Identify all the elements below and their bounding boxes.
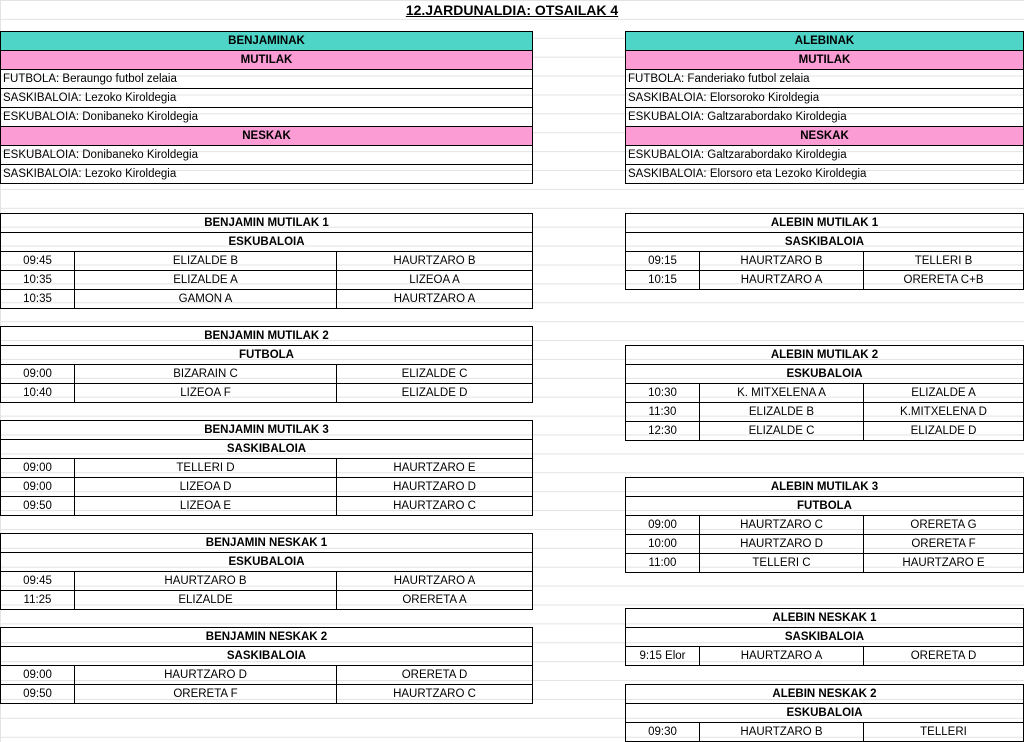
away-team: HAURTZARO A <box>336 572 532 590</box>
away-team: TELLERI B <box>863 252 1023 270</box>
home-team: HAURTZARO A <box>699 271 863 289</box>
away-team: HAURTZARO A <box>336 290 532 308</box>
venue-text: FUTBOLA: Fanderiako futbol zelaia <box>628 73 810 85</box>
gender-label: NESKAK <box>1 127 532 145</box>
away-team: LIZEOA A <box>336 271 532 289</box>
group-title: ALEBIN NESKAK 2 <box>772 688 877 700</box>
match-row <box>0 685 533 704</box>
home-team: HAURTZARO A <box>699 647 863 665</box>
match-row <box>0 365 533 384</box>
home-team: ELIZALDE B <box>699 403 863 421</box>
match-row <box>0 271 533 290</box>
match-group <box>625 477 1024 573</box>
venue-text: FUTBOLA: Beraungo futbol zelaia <box>3 73 177 85</box>
venue-row <box>625 70 1024 89</box>
venue-text: ESKUBALOIA: Donibaneko Kiroldegia <box>3 111 198 123</box>
away-team: K.MITXELENA D <box>863 403 1023 421</box>
group-title: BENJAMIN NESKAK 1 <box>205 537 328 549</box>
away-team: ELIZALDE C <box>336 365 532 383</box>
header-row <box>0 31 533 51</box>
group-title: ALEBIN MUTILAK 3 <box>770 481 879 493</box>
home-team: HAURTZARO B <box>699 252 863 270</box>
match-time: 10:35 <box>23 274 52 286</box>
match-row <box>625 647 1024 666</box>
venue-row <box>625 146 1024 165</box>
group-title: BENJAMIN MUTILAK 3 <box>204 424 329 436</box>
match-time: 10:15 <box>648 274 677 286</box>
match-time: 09:00 <box>23 481 52 493</box>
match-time: 10:30 <box>648 387 677 399</box>
match-row <box>0 497 533 516</box>
sport-label: FUTBOLA <box>797 500 852 512</box>
group-title: ALEBIN MUTILAK 2 <box>770 349 879 361</box>
match-group <box>0 627 533 704</box>
venue-text: ESKUBALOIA: Galtzarabordako Kiroldegia <box>628 149 847 161</box>
sport-label: ESKUBALOIA <box>786 368 863 380</box>
away-team: ORERETA A <box>336 591 532 609</box>
home-team: TELLERI D <box>74 459 336 477</box>
match-row <box>0 572 533 591</box>
home-team: K. MITXELENA A <box>699 384 863 402</box>
match-row <box>625 403 1024 422</box>
gender-label: MUTILAK <box>626 51 1023 69</box>
away-team: HAURTZARO D <box>336 478 532 496</box>
home-team: LIZEOA E <box>74 497 336 515</box>
away-team: ORERETA C+B <box>863 271 1023 289</box>
home-team: BIZARAIN C <box>74 365 336 383</box>
match-group <box>0 420 533 516</box>
venue-row <box>0 89 533 108</box>
group-title: ALEBIN MUTILAK 1 <box>770 217 879 229</box>
header-row <box>625 31 1024 51</box>
sport-label: ESKUBALOIA <box>228 236 305 248</box>
match-time: 11:25 <box>23 594 52 606</box>
benjaminak-venues <box>0 31 533 184</box>
section-header: BENJAMINAK <box>1 32 532 50</box>
venue-text: SASKIBALOIA: Lezoko Kiroldegia <box>3 168 177 180</box>
venue-row <box>0 108 533 127</box>
venue-row <box>0 165 533 184</box>
match-row <box>0 459 533 478</box>
alebinak-venues <box>625 31 1024 184</box>
match-group <box>625 684 1024 742</box>
match-group <box>0 326 533 403</box>
away-team: ELIZALDE D <box>336 384 532 402</box>
match-group <box>625 213 1024 290</box>
match-time: 09:00 <box>648 519 677 531</box>
home-team: HAURTZARO B <box>74 572 336 590</box>
match-time: 09:45 <box>23 575 52 587</box>
match-row <box>625 422 1024 441</box>
subheader-row <box>625 51 1024 70</box>
match-row <box>0 591 533 610</box>
match-time: 09:50 <box>23 688 52 700</box>
group-title: BENJAMIN MUTILAK 2 <box>204 330 329 342</box>
sport-label: ESKUBALOIA <box>786 707 863 719</box>
match-row <box>0 252 533 271</box>
home-team: LIZEOA D <box>74 478 336 496</box>
home-team: HAURTZARO C <box>699 516 863 534</box>
match-group <box>0 533 533 610</box>
home-team: TELLERI C <box>699 554 863 572</box>
match-row <box>625 535 1024 554</box>
group-title: BENJAMIN NESKAK 2 <box>205 631 328 643</box>
home-team: ORERETA F <box>74 685 336 703</box>
subheader-row <box>0 127 533 146</box>
match-time: 09:30 <box>648 726 677 738</box>
match-time: 9:15 Elor <box>639 650 686 662</box>
match-row <box>625 554 1024 573</box>
match-time: 09:00 <box>23 368 52 380</box>
subheader-row <box>625 127 1024 146</box>
venue-text: SASKIBALOIA: Elorsoroko Kiroldegia <box>628 92 820 104</box>
sport-label: SASKIBALOIA <box>784 236 865 248</box>
gender-label: NESKAK <box>626 127 1023 145</box>
match-time: 09:45 <box>23 255 52 267</box>
match-row <box>625 384 1024 403</box>
sport-label: ESKUBALOIA <box>228 556 305 568</box>
away-team: HAURTZARO E <box>336 459 532 477</box>
away-team: TELLERI <box>863 723 1023 741</box>
match-row <box>625 271 1024 290</box>
match-time: 11:00 <box>648 557 677 569</box>
gender-label: MUTILAK <box>1 51 532 69</box>
away-team: ORERETA G <box>863 516 1023 534</box>
home-team: HAURTZARO B <box>699 723 863 741</box>
subheader-row <box>0 51 533 70</box>
away-team: HAURTZARO B <box>336 252 532 270</box>
sport-label: SASKIBALOIA <box>226 650 307 662</box>
match-time: 09:50 <box>23 500 52 512</box>
match-time: 10:00 <box>648 538 677 550</box>
venue-row <box>0 70 533 89</box>
home-team: HAURTZARO D <box>699 535 863 553</box>
match-row <box>0 666 533 685</box>
venue-text: ESKUBALOIA: Galtzarabordako Kiroldegia <box>628 111 847 123</box>
away-team: ORERETA D <box>336 666 532 684</box>
match-time: 09:00 <box>23 462 52 474</box>
home-team: ELIZALDE <box>74 591 336 609</box>
away-team: HAURTZARO C <box>336 497 532 515</box>
group-title: BENJAMIN MUTILAK 1 <box>204 217 329 229</box>
sport-label: SASKIBALOIA <box>784 631 865 643</box>
venue-row <box>625 89 1024 108</box>
sport-label: FUTBOLA <box>239 349 294 361</box>
away-team: HAURTZARO C <box>336 685 532 703</box>
venue-row <box>625 165 1024 184</box>
match-row <box>0 290 533 309</box>
section-header: ALEBINAK <box>626 32 1023 50</box>
home-team: ELIZALDE C <box>699 422 863 440</box>
match-group <box>0 213 533 309</box>
match-time: 11:30 <box>648 406 677 418</box>
venue-row <box>0 146 533 165</box>
venue-text: SASKIBALOIA: Lezoko Kiroldegia <box>3 92 177 104</box>
page-title: 12.JARDUNALDIA: OTSAILAK 4 <box>405 2 619 18</box>
venue-text: ESKUBALOIA: Donibaneko Kiroldegia <box>3 149 198 161</box>
away-team: HAURTZARO E <box>863 554 1023 572</box>
match-row <box>0 478 533 497</box>
match-time: 12:30 <box>648 425 677 437</box>
match-row <box>0 384 533 403</box>
home-team: ELIZALDE B <box>74 252 336 270</box>
match-row <box>625 252 1024 271</box>
venue-row <box>625 108 1024 127</box>
home-team: ELIZALDE A <box>74 271 336 289</box>
away-team: ORERETA F <box>863 535 1023 553</box>
home-team: GAMON A <box>74 290 336 308</box>
match-time: 10:40 <box>23 387 52 399</box>
match-time: 09:00 <box>23 669 52 681</box>
match-time: 09:15 <box>648 255 677 267</box>
away-team: ELIZALDE A <box>863 384 1023 402</box>
venue-text: SASKIBALOIA: Elorsoro eta Lezoko Kiroldegia <box>628 168 867 180</box>
home-team: LIZEOA F <box>74 384 336 402</box>
match-time: 10:35 <box>23 293 52 305</box>
group-title: ALEBIN NESKAK 1 <box>772 612 877 624</box>
match-group <box>625 608 1024 666</box>
away-team: ELIZALDE D <box>863 422 1023 440</box>
match-row <box>625 723 1024 742</box>
sport-label: SASKIBALOIA <box>226 443 307 455</box>
home-team: HAURTZARO D <box>74 666 336 684</box>
match-row <box>625 516 1024 535</box>
away-team: ORERETA D <box>863 647 1023 665</box>
match-group <box>625 345 1024 441</box>
